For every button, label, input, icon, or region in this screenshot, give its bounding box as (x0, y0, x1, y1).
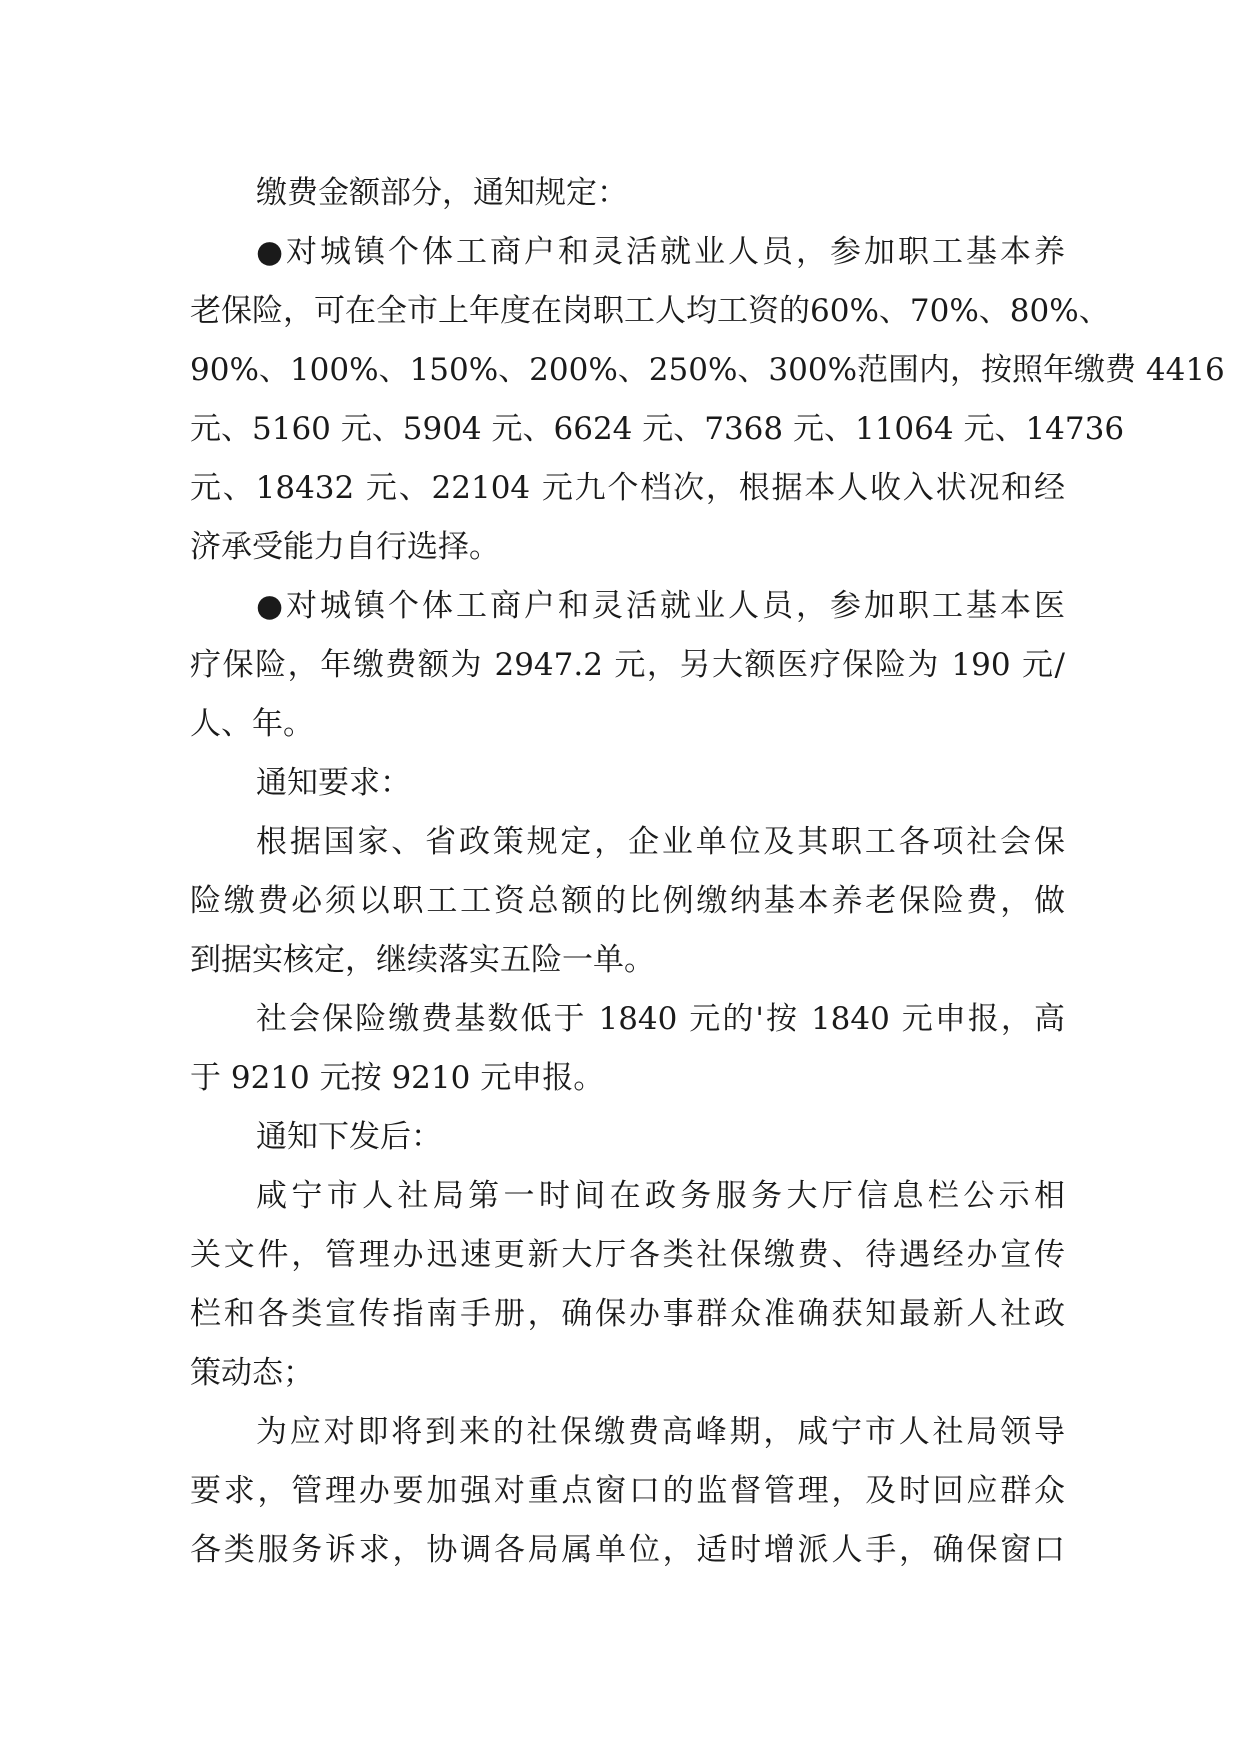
text-line: 通知下发后： (256, 1119, 442, 1155)
text-line: ●对城镇个体工商户和灵活就业人员，参加职工基本医 (256, 588, 1065, 624)
text-line: 通知要求： (256, 765, 411, 801)
text-line: 到据实核定，继续落实五险一单。 (190, 942, 655, 978)
text-line: 栏和各类宣传指南手册，确保办事群众准确获知最新人社政 (190, 1296, 1065, 1332)
text-line: 疗保险，年缴费额为 2947.2 元，另大额医疗保险为 190 元/ (190, 647, 1065, 683)
text-line: 为应对即将到来的社保缴费高峰期，咸宁市人社局领导 (256, 1414, 1065, 1450)
text-line: 90%、100%、150%、200%、250%、300%范围内，按照年缴费 4416 (190, 352, 1225, 388)
text-line: 于 9210 元按 9210 元申报。 (190, 1060, 605, 1096)
text-line: 缴费金额部分，通知规定： (256, 175, 628, 211)
text-line: ●对城镇个体工商户和灵活就业人员，参加职工基本养 (256, 234, 1065, 270)
text-line: 策动态； (190, 1355, 314, 1391)
text-line: 社会保险缴费基数低于 1840 元的'按 1840 元申报，高 (256, 1001, 1065, 1037)
text-line: 济承受能力自行选择。 (190, 529, 500, 565)
text-line: 人、年。 (190, 706, 314, 742)
text-line: 元、5160 元、5904 元、6624 元、7368 元、11064 元、14736 (190, 411, 1125, 447)
text-line: 老保险，可在全市上年度在岗职工人均工资的60%、70%、80%、 (190, 293, 1110, 329)
text-line: 根据国家、省政策规定，企业单位及其职工各项社会保 (256, 824, 1065, 860)
text-line: 各类服务诉求，协调各局属单位，适时增派人手，确保窗口 (190, 1532, 1065, 1568)
text-line: 要求，管理办要加强对重点窗口的监督管理，及时回应群众 (190, 1473, 1065, 1509)
text-line: 险缴费必须以职工工资总额的比例缴纳基本养老保险费，做 (190, 883, 1065, 919)
text-line: 元、18432 元、22104 元九个档次，根据本人收入状况和经 (190, 470, 1065, 506)
text-line: 咸宁市人社局第一时间在政务服务大厅信息栏公示相 (256, 1178, 1065, 1214)
text-line: 关文件，管理办迅速更新大厅各类社保缴费、待遇经办宣传 (190, 1237, 1065, 1273)
